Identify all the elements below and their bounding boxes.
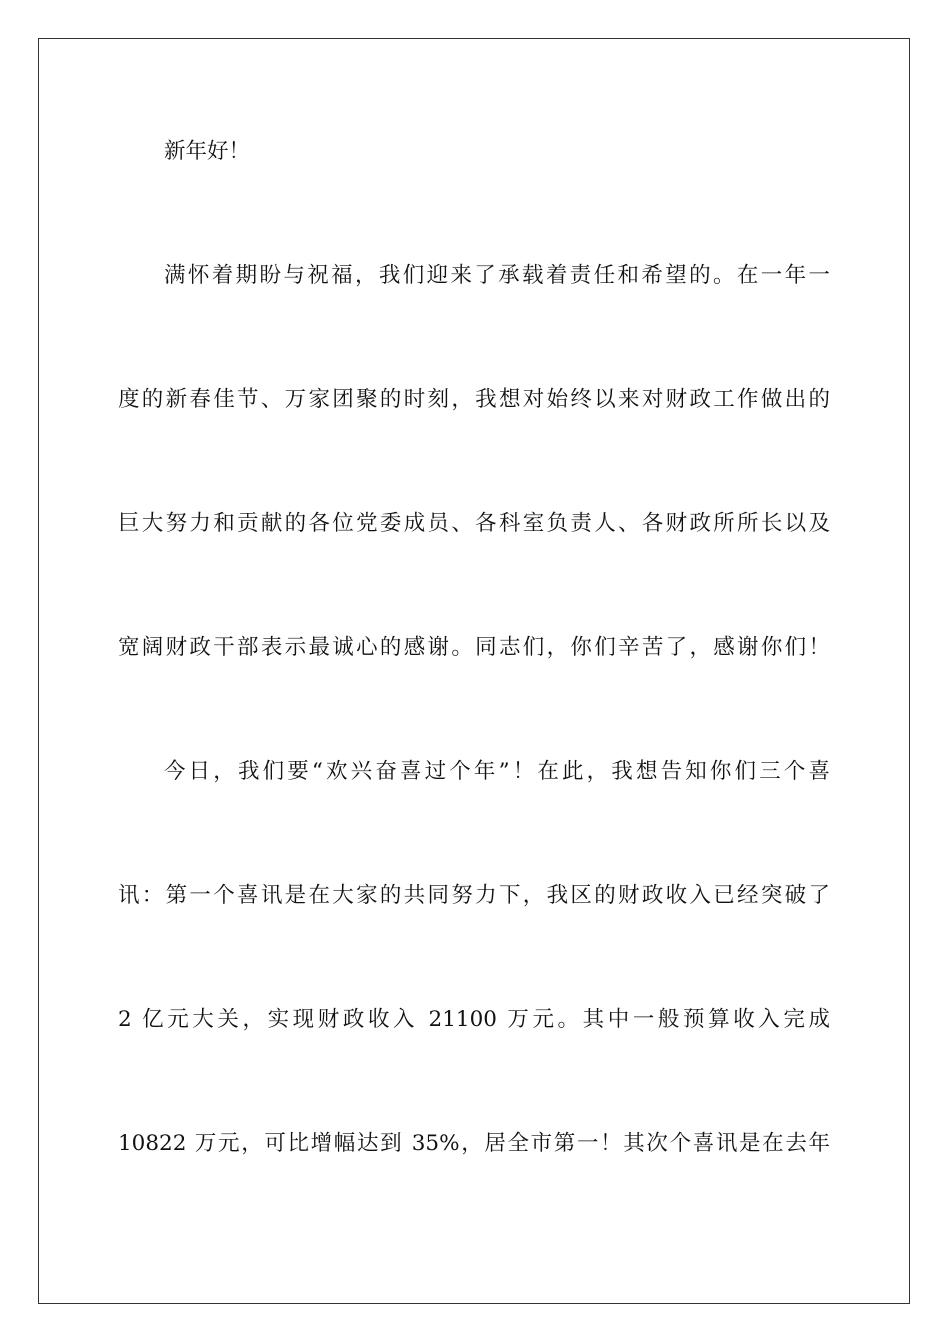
paragraph-1-line-2: 度的新春佳节、万家团聚的时刻，我想对始终以来对财政工作做出的 — [118, 387, 830, 412]
paragraph-2-line-1: 今日，我们要“欢兴奋喜过个年”！在此，我想告知你们三个喜 — [164, 759, 830, 784]
paragraph-2-line-3: 2 亿元大关，实现财政收入 21100 万元。其中一般预算收入完成 — [118, 1007, 830, 1032]
page-border — [38, 38, 910, 1304]
greeting-line: 新年好！ — [164, 139, 251, 164]
paragraph-1-line-1: 满怀着期盼与祝福，我们迎来了承载着责任和希望的。在一年一 — [164, 263, 830, 288]
paragraph-2-line-4: 10822 万元，可比增幅达到 35%，居全市第一！其次个喜讯是在去年 — [118, 1131, 830, 1156]
paragraph-2-line-2: 讯：第一个喜讯是在大家的共同努力下，我区的财政收入已经突破了 — [118, 883, 830, 908]
paragraph-1-line-3: 巨大努力和贡献的各位党委成员、各科室负责人、各财政所所长以及 — [118, 511, 830, 536]
paragraph-1-line-4: 宽阔财政干部表示最诚心的感谢。同志们，你们辛苦了，感谢你们！ — [118, 635, 830, 660]
